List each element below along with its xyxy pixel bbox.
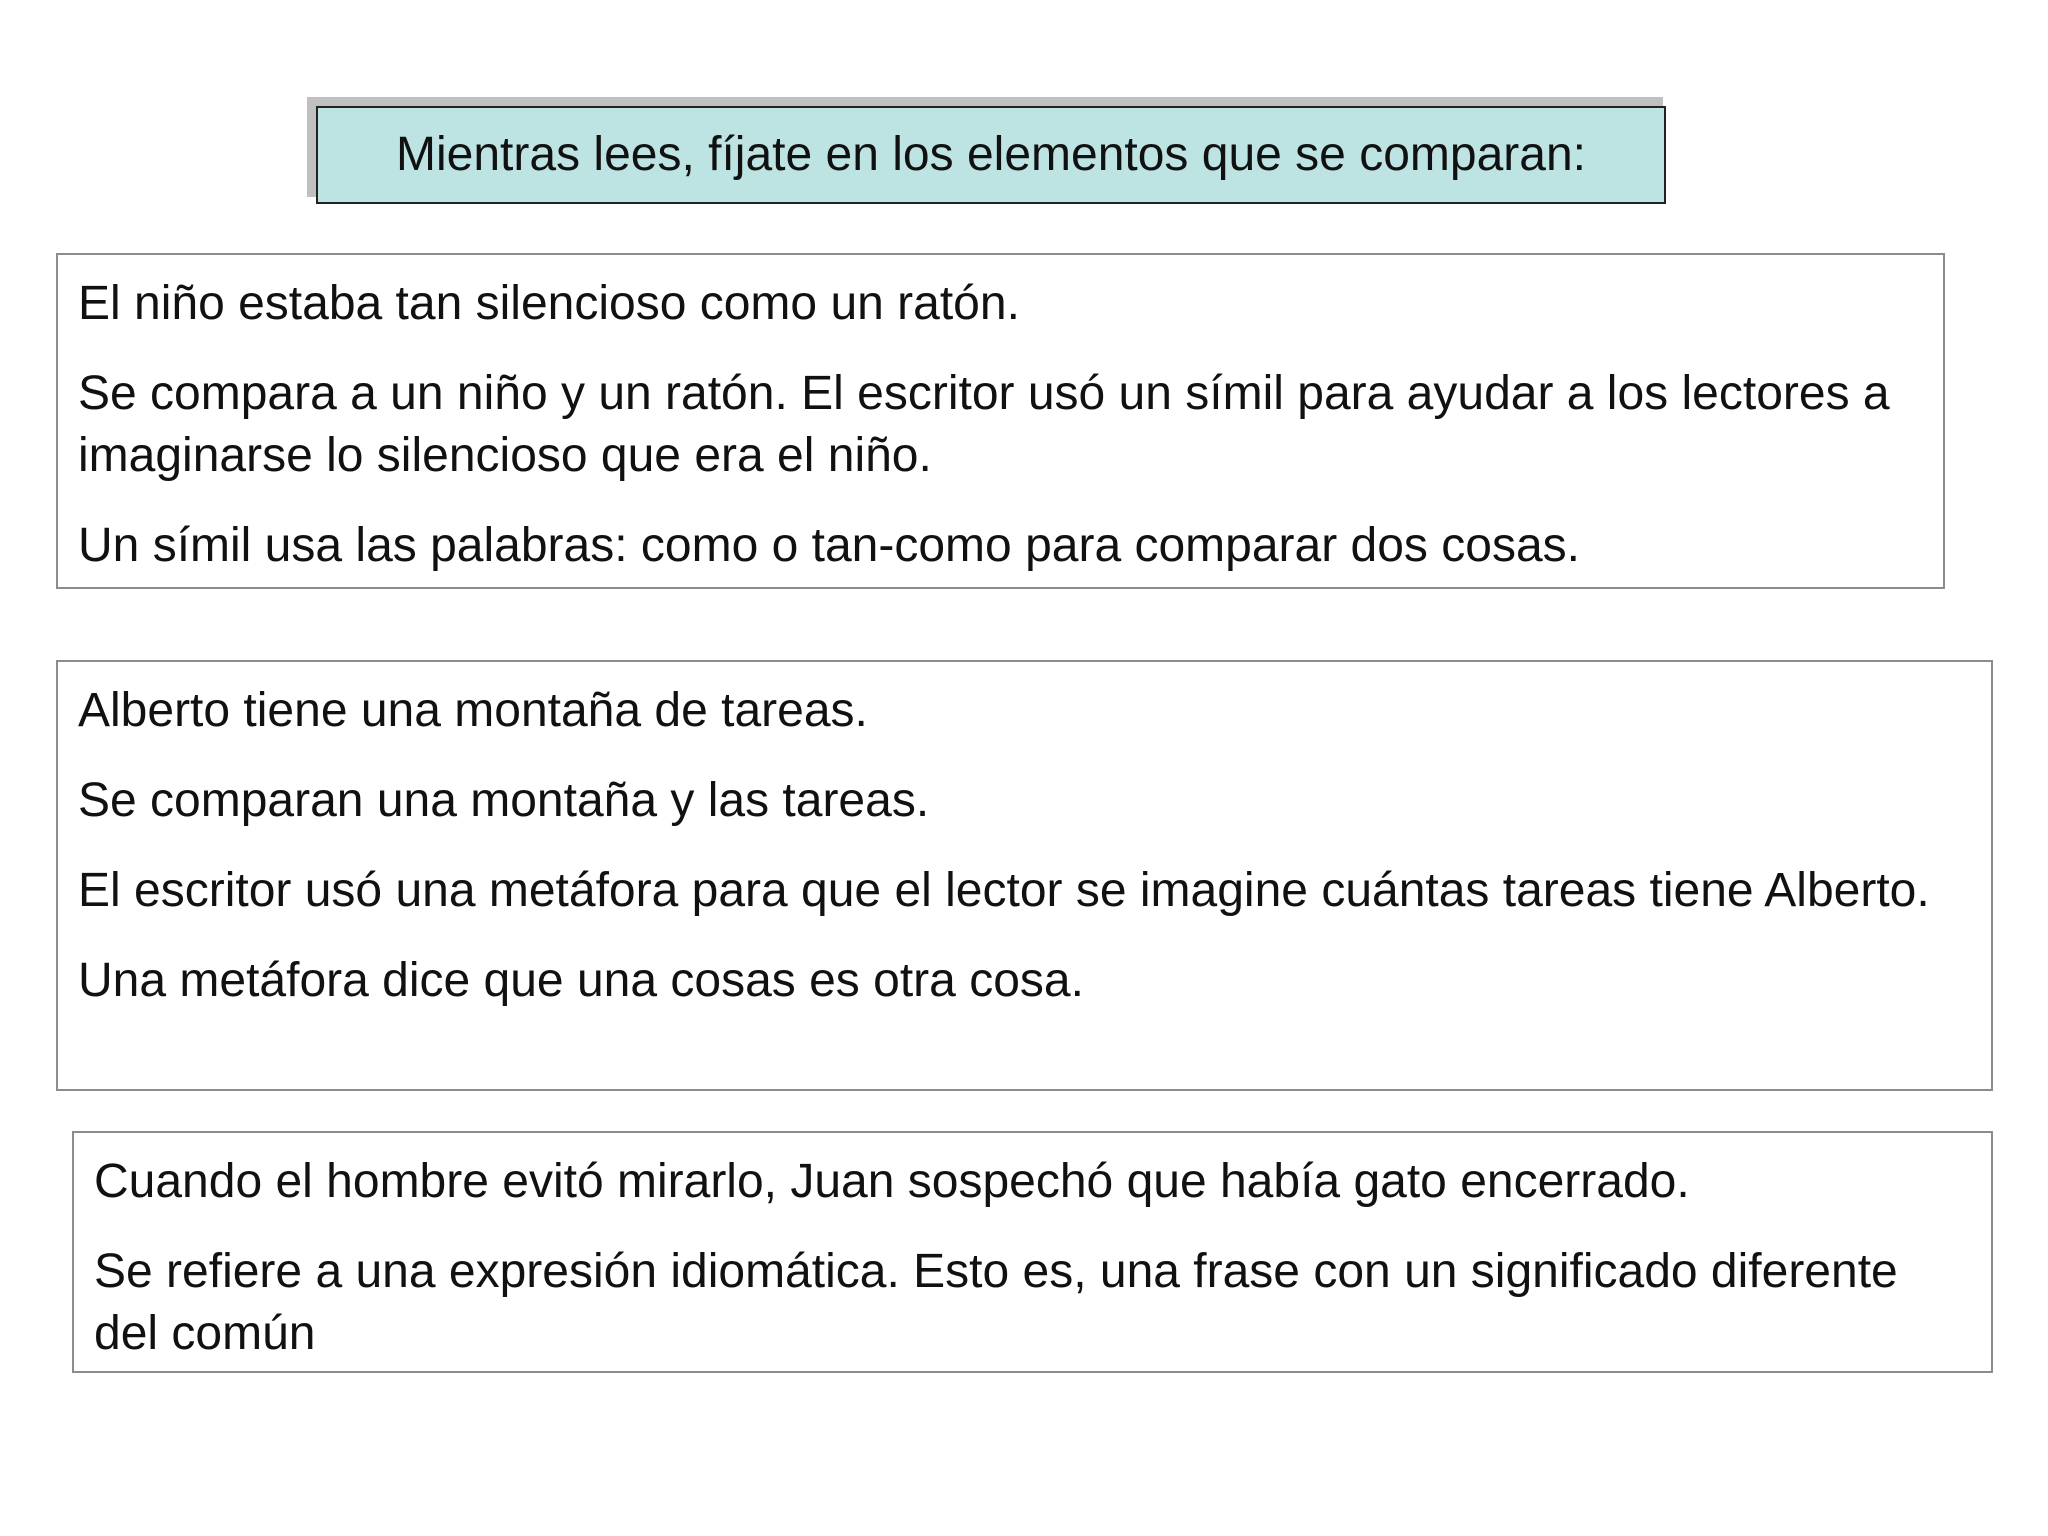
explanation-text: Se refiere a una expresión idiomática. Esto es, una frase con un significado diferente del común (94, 1245, 1898, 1360)
title-box (316, 106, 1666, 204)
comparison-text: Se comparan una montaña y las tareas. (78, 774, 930, 827)
simile-card (56, 253, 1945, 589)
explanation-text: El escritor usó una metáfora para que el lector se imagine cuántas tareas tiene Alberto. (78, 864, 1930, 917)
example-sentence: Cuando el hombre evitó mirarlo, Juan sospechó que había gato encerrado. (94, 1155, 1690, 1208)
definition-text: Una metáfora dice que una cosas es otra cosa. (78, 954, 1084, 1007)
example-sentence: El niño estaba tan silencioso como un ratón. (78, 277, 1020, 330)
example-sentence: Alberto tiene una montaña de tareas. (78, 684, 868, 737)
explanation-text: Se compara a un niño y un ratón. El escritor usó un símil para ayudar a los lectores a imaginarse lo silencioso que era el niño. (78, 367, 1890, 482)
page-title: Mientras lees, fíjate en los elementos que se comparan: (396, 128, 1586, 181)
idiom-card (72, 1131, 1993, 1373)
definition-text: Un símil usa las palabras: como o tan-como para comparar dos cosas. (78, 519, 1580, 572)
metaphor-card (56, 660, 1993, 1091)
